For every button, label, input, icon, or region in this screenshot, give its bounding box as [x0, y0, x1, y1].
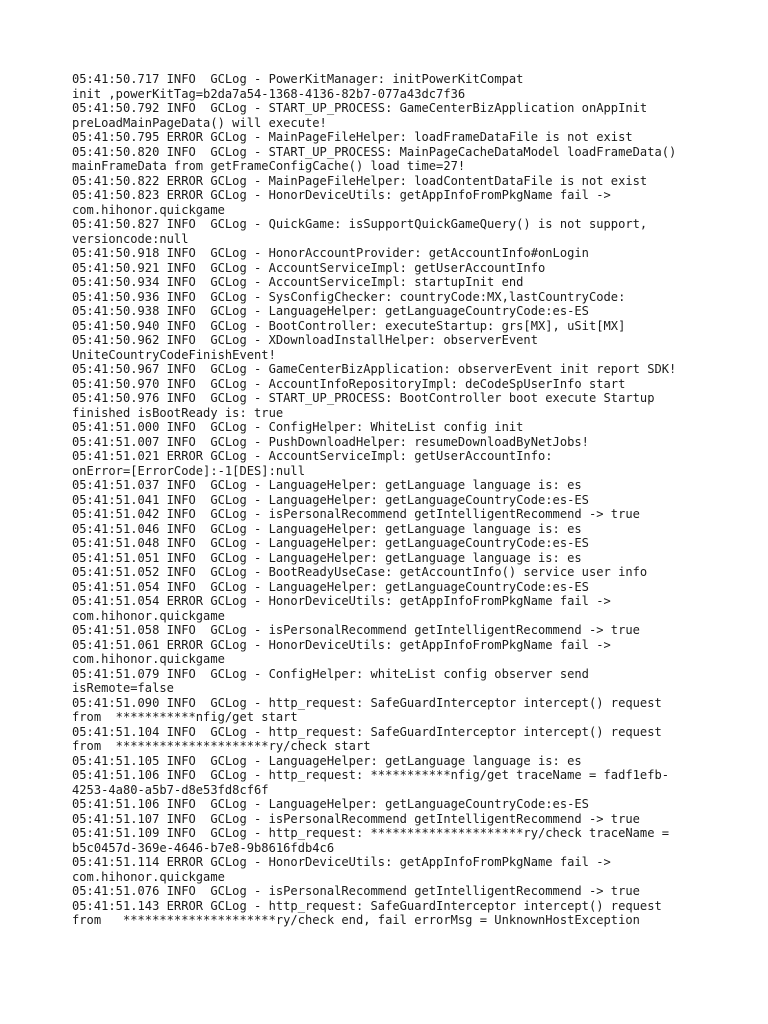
log-line: 4253-4a80-a5b7-d8e53fd8cf6f: [72, 782, 269, 797]
log-line: 05:41:51.007 INFO GCLog - PushDownloadHelper: resumeDownloadByNetJobs!: [72, 434, 589, 449]
log-line: com.hihonor.quickgame: [72, 608, 225, 623]
log-line: 05:41:51.109 INFO GCLog - http_request: *********************ry/check traceName =: [72, 826, 670, 840]
log-line: com.hihonor.quickgame: [72, 869, 225, 884]
log-document: [72, 72, 712, 928]
log-line: 05:41:51.048 INFO GCLog - LanguageHelper: getLanguageCountryCode:es-ES: [72, 536, 589, 550]
log-line: 05:41:50.792 INFO GCLog - START_UP_PROCESS: GameCenterBizApplication onAppInit: [72, 101, 648, 115]
log-line: 05:41:51.076 INFO GCLog - isPersonalRecommend getIntelligentRecommend -> true: [72, 884, 640, 898]
log-line: 05:41:50.936 INFO GCLog - SysConfigChecker: countryCode:MX,lastCountryCode:: [72, 289, 626, 304]
log-line: 05:41:51.042 INFO GCLog - isPersonalRecommend getIntelligentRecommend -> true: [72, 507, 640, 521]
log-line: versioncode:null: [72, 231, 189, 246]
log-line: from *********************ry/check end, fail errorMsg = UnknownHostException: [72, 913, 640, 927]
log-line: 05:41:50.962 INFO GCLog - XDownloadInstallHelper: observerEvent: [72, 333, 538, 347]
log-line: 05:41:50.918 INFO GCLog - HonorAccountProvider: getAccountInfo#onLogin: [72, 246, 589, 260]
log-line: UniteCountryCodeFinishEvent!: [72, 347, 276, 362]
log-line: isRemote=false: [72, 681, 174, 695]
log-line: 05:41:51.107 INFO GCLog - isPersonalRecommend getIntelligentRecommend -> true: [72, 811, 640, 826]
log-line: 05:41:50.820 INFO GCLog - START_UP_PROCESS: MainPageCacheDataModel loadFrameData(): [72, 144, 677, 159]
log-line: 05:41:51.000 INFO GCLog - ConfigHelper: WhiteList config init: [72, 420, 524, 434]
log-line: b5c0457d-369e-4646-b7e8-9b8616fdb4c6: [72, 840, 335, 855]
log-line: 05:41:51.104 INFO GCLog - http_request: SafeGuardInterceptor intercept() request: [72, 724, 662, 739]
log-line: 05:41:50.717 INFO GCLog - PowerKitManager: initPowerKitCompat: [72, 72, 524, 86]
log-line: 05:41:51.054 INFO GCLog - LanguageHelper: getLanguageCountryCode:es-ES: [72, 579, 589, 594]
log-line: 05:41:51.041 INFO GCLog - LanguageHelper: getLanguageCountryCode:es-ES: [72, 492, 589, 507]
log-line: 05:41:51.052 INFO GCLog - BootReadyUseCase: getAccountInfo() service user info: [72, 565, 648, 579]
log-line: 05:41:51.143 ERROR GCLog - http_request: SafeGuardInterceptor intercept() request: [72, 898, 662, 913]
log-line: 05:41:51.054 ERROR GCLog - HonorDeviceUtils: getAppInfoFromPkgName fail ->: [72, 594, 611, 608]
log-line: init ,powerKitTag=b2da7a54-1368-4136-82b7-077a43dc7f36: [72, 86, 466, 101]
log-line: 05:41:50.938 INFO GCLog - LanguageHelper: getLanguageCountryCode:es-ES: [72, 304, 589, 318]
log-line: from ***********nfig/get start: [72, 710, 298, 724]
log-line: finished isBootReady is: true: [72, 405, 284, 420]
log-line: 05:41:51.061 ERROR GCLog - HonorDeviceUtils: getAppInfoFromPkgName fail ->: [72, 637, 611, 652]
log-line: 05:41:51.051 INFO GCLog - LanguageHelper: getLanguage language is: es: [72, 550, 582, 565]
log-line: com.hihonor.quickgame: [72, 202, 225, 217]
log-line: 05:41:50.934 INFO GCLog - AccountServiceImpl: startupInit end: [72, 275, 524, 289]
log-line: 05:41:51.106 INFO GCLog - http_request: ***********nfig/get traceName = fadf1efb-: [72, 768, 670, 782]
log-line: 05:41:50.970 INFO GCLog - AccountInfoRepositoryImpl: deCodeSpUserInfo start: [72, 376, 626, 391]
log-line: 05:41:50.921 INFO GCLog - AccountServiceImpl: getUserAccountInfo: [72, 260, 546, 275]
log-line: 05:41:50.795 ERROR GCLog - MainPageFileHelper: loadFrameDataFile is not exist: [72, 130, 633, 144]
log-line: 05:41:51.058 INFO GCLog - isPersonalRecommend getIntelligentRecommend -> true: [72, 623, 640, 637]
log-line: preLoadMainPageData() will execute!: [72, 115, 327, 130]
log-line: 05:41:51.046 INFO GCLog - LanguageHelper: getLanguage language is: es: [72, 521, 582, 536]
log-line: 05:41:51.021 ERROR GCLog - AccountServiceImpl: getUserAccountInfo:: [72, 449, 553, 463]
log-line: 05:41:51.106 INFO GCLog - LanguageHelper: getLanguageCountryCode:es-ES: [72, 797, 589, 811]
log-line: 05:41:51.090 INFO GCLog - http_request: SafeGuardInterceptor intercept() request: [72, 695, 662, 710]
log-line: 05:41:50.976 INFO GCLog - START_UP_PROCESS: BootController boot execute Startup: [72, 391, 655, 405]
log-line: 05:41:51.114 ERROR GCLog - HonorDeviceUtils: getAppInfoFromPkgName fail ->: [72, 855, 611, 869]
log-line: 05:41:50.822 ERROR GCLog - MainPageFileHelper: loadContentDataFile is not exist: [72, 173, 648, 188]
log-line: onError=[ErrorCode]:-1[DES]:null: [72, 463, 305, 478]
log-line: from *********************ry/check start: [72, 739, 371, 753]
log-line: 05:41:50.823 ERROR GCLog - HonorDeviceUtils: getAppInfoFromPkgName fail ->: [72, 188, 611, 202]
log-line: 05:41:51.037 INFO GCLog - LanguageHelper: getLanguage language is: es: [72, 478, 582, 492]
log-line: mainFrameData from getFrameConfigCache() load time=27!: [72, 159, 466, 173]
log-line: 05:41:51.105 INFO GCLog - LanguageHelper: getLanguage language is: es: [72, 753, 582, 768]
log-line: 05:41:51.079 INFO GCLog - ConfigHelper: whiteList config observer send: [72, 666, 589, 681]
log-line: 05:41:50.827 INFO GCLog - QuickGame: isSupportQuickGameQuery() is not support,: [72, 217, 648, 231]
log-line: 05:41:50.967 INFO GCLog - GameCenterBizApplication: observerEvent init report SDK!: [72, 362, 677, 376]
log-line: 05:41:50.940 INFO GCLog - BootController: executeStartup: grs[MX], uSit[MX]: [72, 318, 626, 333]
log-line: com.hihonor.quickgame: [72, 652, 225, 666]
